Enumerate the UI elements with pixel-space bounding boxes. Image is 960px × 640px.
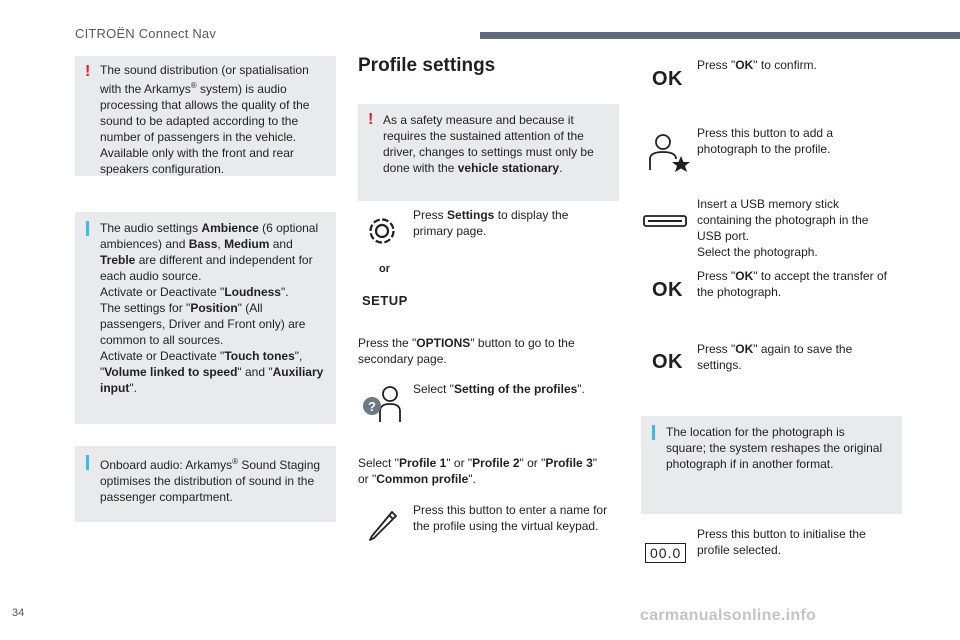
svg-text:?: ? — [368, 399, 376, 414]
text: " to confirm. — [753, 58, 817, 72]
page-number: 34 — [12, 607, 25, 619]
text: " or " — [446, 456, 473, 470]
text: Press " — [697, 342, 736, 356]
header-bar — [480, 32, 960, 39]
accept-instruction — [697, 268, 887, 300]
note-text: . — [559, 161, 563, 175]
reset-display-button[interactable]: 00.0 — [645, 543, 686, 563]
or-label: or — [379, 263, 390, 275]
text-line: containing the photograph in the — [697, 213, 869, 227]
note-line: The location for the photograph is — [666, 425, 845, 439]
registered-mark: ® — [190, 81, 197, 90]
text-line — [413, 207, 568, 223]
usb-instruction — [697, 196, 868, 260]
note-text: " — [100, 365, 105, 379]
note-line — [100, 380, 326, 396]
note-bold: Touch tones — [224, 349, 295, 363]
note-line — [100, 220, 326, 236]
select-profiles-instruction — [413, 381, 585, 397]
text: Press — [413, 208, 448, 222]
text: to display the — [494, 208, 569, 222]
text-line: Insert a USB memory stick — [697, 197, 840, 211]
note-bold: vehicle stationary — [457, 161, 560, 175]
enter-name-instruction — [413, 502, 607, 534]
text-line: the profile using the virtual keypad. — [413, 519, 599, 533]
info-note-onboard-audio — [75, 446, 336, 522]
note-text: The settings for " — [100, 301, 191, 315]
bold-text: Profile 2 — [472, 456, 520, 470]
text: " again to save the — [753, 342, 853, 356]
note-line — [100, 236, 326, 252]
note-text: , — [217, 237, 225, 251]
text-line — [697, 341, 852, 357]
note-line — [100, 364, 326, 380]
text-line: profile selected. — [697, 543, 782, 557]
select-profile-instruction — [358, 455, 597, 487]
text: " to accept the transfer of — [753, 269, 887, 283]
note-text: ". — [129, 381, 137, 395]
warning-note-safety — [358, 104, 619, 201]
note-text: and — [269, 237, 293, 251]
text-line: Select the photograph. — [697, 245, 818, 259]
note-text: " (All — [237, 301, 263, 315]
usb-slot-icon — [643, 215, 687, 227]
note-bold: Medium — [224, 237, 270, 251]
pencil-icon[interactable] — [366, 506, 400, 542]
note-line: sound to be adapted according to the — [100, 114, 299, 128]
text: ". — [577, 382, 585, 396]
note-text: ". — [280, 285, 289, 299]
text-line: the photograph. — [697, 285, 782, 299]
note-bold: Loudness — [224, 285, 281, 299]
note-text: (6 optional — [258, 221, 319, 235]
bold-text: OK — [735, 342, 754, 356]
note-line — [100, 300, 326, 316]
note-line — [383, 160, 609, 176]
note-line: processing that allows the quality of the — [100, 98, 310, 112]
note-bold: input — [100, 381, 130, 395]
note-bold: Auxiliary — [272, 365, 324, 379]
note-line — [100, 78, 326, 97]
note-line: The sound distribution (or spatialisation — [100, 63, 309, 77]
text-line: settings. — [697, 358, 742, 372]
warning-note-sound-distribution — [75, 56, 336, 176]
bold-text: OK — [735, 58, 754, 72]
note-line: As a safety measure and because it — [383, 113, 574, 127]
profile-question-icon[interactable] — [360, 384, 404, 424]
note-line — [100, 252, 326, 268]
note-text: ", — [294, 349, 303, 363]
note-bold: Position — [190, 301, 238, 315]
note-line: photograph if in another format. — [666, 457, 834, 471]
text: Press " — [697, 269, 736, 283]
bold-text: Profile 3 — [545, 456, 593, 470]
text: or " — [358, 472, 377, 486]
profile-star-icon[interactable] — [645, 132, 691, 172]
note-line: requires the sustained attention of the — [383, 129, 584, 143]
text: Press " — [697, 58, 736, 72]
text: " button to go to the — [470, 336, 575, 350]
note-text: Activate or Deactivate " — [100, 349, 225, 363]
note-text: system) is audio — [196, 82, 287, 96]
note-line: Available only with the front and rear — [100, 146, 294, 160]
add-photo-instruction — [697, 125, 833, 157]
text-line: secondary page. — [358, 352, 447, 366]
note-text: with the Arkamys — [100, 82, 191, 96]
warning-icon: ! — [368, 111, 374, 128]
note-bold: Ambience — [201, 221, 259, 235]
note-line — [100, 284, 326, 300]
ok-button-save[interactable]: OK — [652, 351, 683, 373]
note-text: The audio settings — [100, 221, 202, 235]
text-line: Press this button to add a — [697, 126, 834, 140]
note-bold: Bass — [188, 237, 218, 251]
note-text: ambiences) and — [100, 237, 189, 251]
text: " — [592, 456, 598, 470]
confirm-instruction — [697, 57, 817, 73]
note-line: passengers, Driver and Front only) are — [100, 317, 306, 331]
note-line: optimises the distribution of sound in the — [100, 474, 315, 488]
note-text: done with the — [383, 161, 458, 175]
note-text: are different and independent for — [135, 253, 313, 267]
note-line: each audio source. — [100, 269, 202, 283]
info-icon — [86, 221, 89, 236]
text-line — [358, 471, 597, 487]
text-line — [358, 455, 597, 471]
note-line: passenger compartment. — [100, 490, 233, 504]
settings-instruction — [413, 207, 568, 239]
text-line — [697, 268, 887, 284]
text: ". — [468, 472, 476, 486]
bold-text: Settings — [447, 208, 495, 222]
note-line: speakers configuration. — [100, 162, 225, 176]
note-line: driver, changes to settings must only be — [383, 145, 594, 159]
note-line: common to all sources. — [100, 333, 224, 347]
text-line: Press this button to initialise the — [697, 527, 866, 541]
bold-text: Common profile — [376, 472, 469, 486]
text: Select " — [413, 382, 454, 396]
settings-gear-icon[interactable] — [366, 215, 398, 247]
watermark: carmanualsonline.info — [640, 607, 817, 624]
text-line: USB port. — [697, 229, 750, 243]
init-instruction — [697, 526, 866, 558]
bold-text: OPTIONS — [416, 336, 471, 350]
page-header-title: CITROËN Connect Nav — [75, 26, 217, 41]
setup-button-label[interactable]: SETUP — [362, 293, 408, 308]
note-line: number of passengers in the vehicle. — [100, 130, 297, 144]
save-instruction — [697, 341, 852, 373]
section-heading: Profile settings — [358, 55, 496, 76]
note-text: Onboard audio: Arkamys — [100, 458, 233, 472]
text: Select " — [358, 456, 399, 470]
note-bold: Volume linked to speed — [104, 365, 238, 379]
text-line — [358, 335, 575, 351]
ok-button-accept[interactable]: OK — [652, 279, 683, 301]
text-line: primary page. — [413, 224, 487, 238]
note-text: Activate or Deactivate " — [100, 285, 225, 299]
warning-icon: ! — [85, 63, 91, 80]
text-line — [697, 57, 817, 73]
note-line: square; the system reshapes the original — [666, 441, 883, 455]
note-text: " and " — [237, 365, 273, 379]
bold-text: OK — [735, 269, 754, 283]
info-icon — [86, 455, 89, 470]
registered-mark: ® — [232, 457, 238, 466]
options-instruction — [358, 335, 575, 367]
note-text: Sound Staging — [237, 458, 321, 472]
info-icon — [652, 425, 655, 440]
bold-text: Profile 1 — [398, 456, 447, 470]
text: Press the " — [358, 336, 417, 350]
text-line: photograph to the profile. — [697, 142, 831, 156]
text: " or " — [519, 456, 546, 470]
note-bold: Treble — [100, 253, 136, 267]
note-line — [100, 348, 326, 364]
text-line — [413, 381, 585, 397]
bold-text: Setting of the profiles — [453, 382, 578, 396]
ok-button-confirm[interactable]: OK — [652, 68, 683, 90]
info-note-photo-location — [641, 416, 902, 514]
text-line: Press this button to enter a name for — [413, 503, 608, 517]
info-note-audio-settings — [75, 212, 336, 424]
note-line — [100, 454, 326, 473]
